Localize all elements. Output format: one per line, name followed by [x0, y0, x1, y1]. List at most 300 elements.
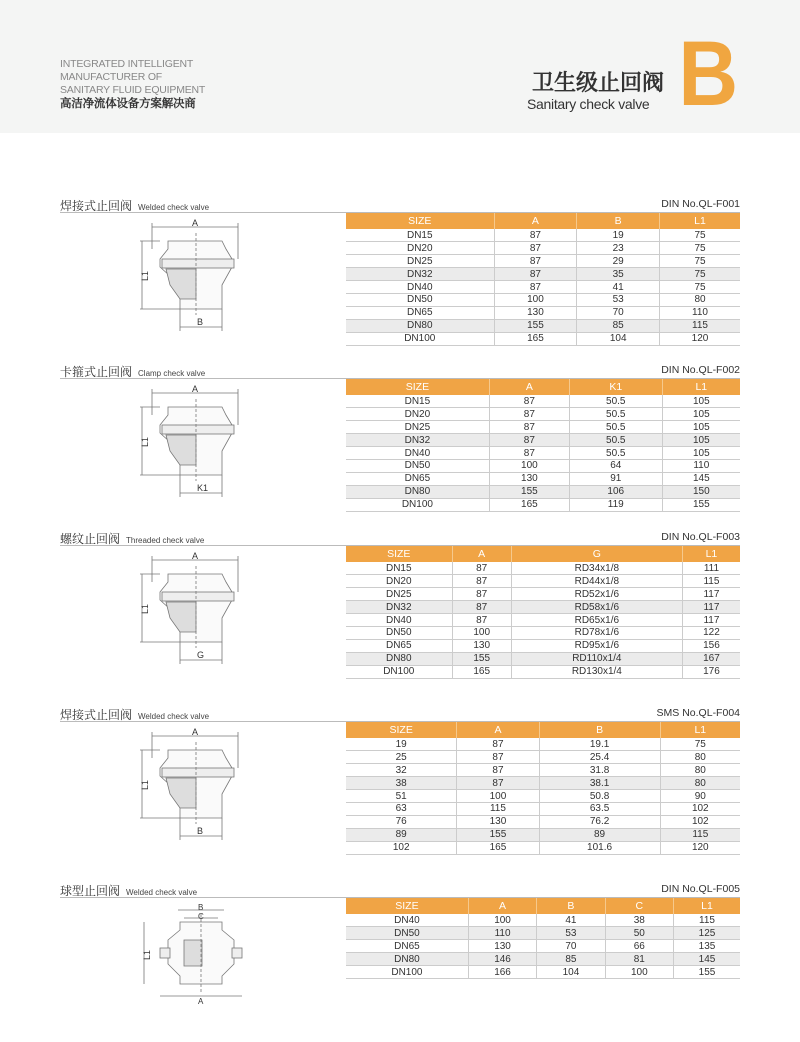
spec-table	[346, 379, 740, 512]
table-cell: DN32	[346, 434, 489, 447]
table-row	[346, 485, 740, 498]
table-cell: 100	[489, 459, 569, 472]
column-header: B	[537, 898, 605, 914]
table-cell: RD58x1/6	[511, 601, 682, 614]
table-row	[346, 639, 740, 652]
table-cell: 23	[577, 242, 660, 255]
table-cell: DN100	[346, 966, 468, 979]
table-header-row	[346, 213, 740, 229]
table-cell: 38	[605, 914, 673, 927]
table-cell: DN32	[346, 601, 452, 614]
table-cell: 150	[662, 485, 740, 498]
table-row	[346, 652, 740, 665]
table-cell: 87	[494, 229, 577, 242]
table-cell: 135	[674, 940, 740, 953]
table-cell: 66	[605, 940, 673, 953]
table-cell: 63.5	[539, 802, 660, 815]
table-cell: 100	[468, 914, 536, 927]
table-cell: 50.5	[569, 447, 662, 460]
dim-label: A	[192, 552, 199, 561]
column-header: SIZE	[346, 379, 489, 395]
column-header: L1	[662, 379, 740, 395]
table-cell: 167	[682, 652, 740, 665]
spec-table	[346, 213, 740, 346]
table-cell: 110	[468, 927, 536, 940]
table-cell: 130	[494, 306, 577, 319]
table-cell: 38	[346, 777, 457, 790]
table-cell: 89	[346, 828, 457, 841]
dim-label: A	[192, 728, 199, 737]
table-row	[346, 498, 740, 511]
table-cell: DN100	[346, 498, 489, 511]
table-cell: DN65	[346, 306, 494, 319]
table-cell: DN15	[346, 395, 489, 408]
dim-label: B	[198, 904, 204, 912]
table-row	[346, 459, 740, 472]
dim-label: B	[197, 317, 204, 327]
table-cell: 119	[569, 498, 662, 511]
table-cell: RD130x1/4	[511, 665, 682, 678]
table-row	[346, 421, 740, 434]
table-header-row	[346, 379, 740, 395]
table-row	[346, 242, 740, 255]
table-cell: DN50	[346, 293, 494, 306]
table-row	[346, 966, 740, 979]
column-header: SIZE	[346, 898, 468, 914]
table-cell: 41	[537, 914, 605, 927]
table-row	[346, 738, 740, 751]
table-cell: 19	[577, 229, 660, 242]
table-row	[346, 802, 740, 815]
table-cell: DN25	[346, 588, 452, 601]
table-cell: 165	[457, 841, 539, 854]
table-row	[346, 614, 740, 627]
table-cell: DN20	[346, 575, 452, 588]
table-cell: 80	[660, 293, 740, 306]
table-header-row	[346, 546, 740, 562]
section-title-en: Welded check valve	[138, 712, 210, 721]
table-cell: 102	[660, 802, 740, 815]
brand-line: SANITARY FLUID EQUIPMENT	[60, 84, 206, 96]
table-cell: 100	[605, 966, 673, 979]
table-cell: 120	[660, 332, 740, 345]
column-header: L1	[660, 213, 740, 229]
table-cell: DN80	[346, 953, 468, 966]
page-title-en: Sanitary check valve	[527, 96, 650, 112]
product-section	[60, 197, 740, 357]
table-cell: 50.5	[569, 421, 662, 434]
table-cell: 101.6	[539, 841, 660, 854]
table-row	[346, 575, 740, 588]
table-cell: 117	[682, 588, 740, 601]
dim-label: A	[198, 997, 204, 1006]
table-cell: 70	[577, 306, 660, 319]
table-cell: 70	[537, 940, 605, 953]
table-row	[346, 447, 740, 460]
dim-label: A	[192, 219, 199, 228]
table-row	[346, 601, 740, 614]
table-cell: 51	[346, 790, 457, 803]
section-header	[60, 530, 740, 546]
table-cell: 80	[660, 777, 740, 790]
table-cell: 50.5	[569, 395, 662, 408]
table-cell: RD65x1/6	[511, 614, 682, 627]
dim-label: B	[197, 826, 204, 836]
table-cell: 115	[660, 828, 740, 841]
brand-line: INTEGRATED INTELLIGENT	[60, 58, 194, 70]
brand-cn: 高洁净流体设备方案解决商	[60, 98, 196, 110]
table-cell: 117	[682, 601, 740, 614]
table-cell: 75	[660, 738, 740, 751]
table-cell: DN25	[346, 421, 489, 434]
table-cell: DN15	[346, 229, 494, 242]
table-cell: 130	[452, 639, 511, 652]
table-row	[346, 332, 740, 345]
table-cell: 35	[577, 268, 660, 281]
table-cell: DN50	[346, 626, 452, 639]
table-cell: 50	[605, 927, 673, 940]
section-header	[60, 882, 740, 898]
table-row	[346, 434, 740, 447]
column-header: SIZE	[346, 213, 494, 229]
table-cell: 87	[494, 242, 577, 255]
section-header	[60, 706, 740, 722]
section-title-cn: 球型止回阀	[60, 884, 121, 898]
brand-line: MANUFACTURER OF	[60, 71, 163, 83]
table-cell: 105	[662, 408, 740, 421]
model-code: DIN No.QL-F005	[661, 883, 740, 895]
column-header: A	[468, 898, 536, 914]
section-title	[60, 197, 209, 214]
table-row	[346, 626, 740, 639]
section-title-cn: 焊接式止回阀	[60, 199, 133, 213]
table-cell: 122	[682, 626, 740, 639]
table-cell: 75	[660, 281, 740, 294]
table-cell: DN80	[346, 319, 494, 332]
table-cell: 130	[489, 472, 569, 485]
model-code: SMS No.QL-F004	[656, 707, 740, 719]
table-row	[346, 229, 740, 242]
table-row	[346, 293, 740, 306]
table-cell: 75	[660, 268, 740, 281]
table-cell: 155	[457, 828, 539, 841]
table-cell: DN50	[346, 927, 468, 940]
table-cell: 87	[489, 395, 569, 408]
table-cell: 115	[674, 914, 740, 927]
table-cell: 105	[662, 447, 740, 460]
table-cell: 104	[537, 966, 605, 979]
section-title-cn: 焊接式止回阀	[60, 708, 133, 722]
table-cell: DN100	[346, 665, 452, 678]
table-cell: RD95x1/6	[511, 639, 682, 652]
table-cell: 87	[489, 408, 569, 421]
spec-table	[346, 898, 740, 979]
table-row	[346, 914, 740, 927]
table-cell: 25	[346, 751, 457, 764]
model-code: DIN No.QL-F003	[661, 531, 740, 543]
table-row	[346, 841, 740, 854]
table-cell: 87	[457, 764, 539, 777]
valve-drawing	[140, 219, 250, 344]
section-header	[60, 197, 740, 213]
table-cell: 53	[577, 293, 660, 306]
table-cell: 145	[674, 953, 740, 966]
table-cell: DN32	[346, 268, 494, 281]
model-code: DIN No.QL-F002	[661, 364, 740, 376]
dim-label: L1	[140, 603, 150, 614]
table-cell: 29	[577, 255, 660, 268]
column-header: L1	[660, 722, 740, 738]
table-cell: 165	[489, 498, 569, 511]
table-cell: RD110x1/4	[511, 652, 682, 665]
table-cell: 50.5	[569, 434, 662, 447]
table-cell: DN65	[346, 940, 468, 953]
table-cell: 115	[457, 802, 539, 815]
table-row	[346, 395, 740, 408]
table-cell: 165	[494, 332, 577, 345]
table-cell: RD34x1/8	[511, 562, 682, 575]
column-header: SIZE	[346, 722, 457, 738]
column-header: K1	[569, 379, 662, 395]
category-letter: B	[678, 23, 739, 125]
table-row	[346, 751, 740, 764]
table-cell: 100	[457, 790, 539, 803]
section-title-en: Clamp check valve	[138, 369, 206, 378]
table-cell: 87	[452, 562, 511, 575]
table-cell: DN40	[346, 447, 489, 460]
table-cell: 19	[346, 738, 457, 751]
table-cell: 102	[660, 815, 740, 828]
table-cell: 81	[605, 953, 673, 966]
table-cell: DN65	[346, 639, 452, 652]
table-cell: 111	[682, 562, 740, 575]
table-cell: 130	[457, 815, 539, 828]
table-row	[346, 319, 740, 332]
table-cell: 105	[662, 421, 740, 434]
table-cell: DN65	[346, 472, 489, 485]
section-title	[60, 882, 197, 899]
table-cell: 87	[452, 575, 511, 588]
table-row	[346, 255, 740, 268]
table-cell: RD78x1/6	[511, 626, 682, 639]
product-section	[60, 363, 740, 523]
header-band	[0, 0, 800, 133]
table-cell: DN100	[346, 332, 494, 345]
table-cell: 85	[577, 319, 660, 332]
table-row	[346, 815, 740, 828]
dim-label: A	[192, 385, 199, 394]
product-section	[60, 706, 740, 866]
table-row	[346, 472, 740, 485]
table-cell: 85	[537, 953, 605, 966]
table-cell: DN50	[346, 459, 489, 472]
table-cell: 87	[457, 751, 539, 764]
table-cell: 117	[682, 614, 740, 627]
table-cell: 155	[494, 319, 577, 332]
table-row	[346, 281, 740, 294]
column-header: G	[511, 546, 682, 562]
table-cell: 105	[662, 395, 740, 408]
table-cell: 130	[468, 940, 536, 953]
table-row	[346, 777, 740, 790]
column-header: A	[494, 213, 577, 229]
table-cell: 91	[569, 472, 662, 485]
table-cell: DN40	[346, 914, 468, 927]
table-cell: DN20	[346, 408, 489, 421]
table-cell: 19.1	[539, 738, 660, 751]
section-title-en: Welded check valve	[126, 888, 198, 897]
table-cell: DN20	[346, 242, 494, 255]
table-cell: 146	[468, 953, 536, 966]
dim-label: L1	[140, 270, 150, 281]
table-cell: 115	[682, 575, 740, 588]
table-cell: 120	[660, 841, 740, 854]
table-cell: 156	[682, 639, 740, 652]
column-header: A	[452, 546, 511, 562]
table-cell: 155	[674, 966, 740, 979]
dim-label: L1	[140, 436, 150, 447]
table-row	[346, 562, 740, 575]
dim-label: L1	[140, 779, 150, 790]
dim-label: G	[197, 650, 205, 660]
table-header-row	[346, 722, 740, 738]
table-cell: 155	[452, 652, 511, 665]
table-cell: 80	[660, 764, 740, 777]
table-cell: DN25	[346, 255, 494, 268]
table-cell: 110	[660, 306, 740, 319]
table-cell: 32	[346, 764, 457, 777]
dim-label: L1	[142, 949, 152, 960]
model-code: DIN No.QL-F001	[661, 198, 740, 210]
table-header-row	[346, 898, 740, 914]
section-title	[60, 530, 204, 547]
brand-block	[60, 58, 205, 111]
table-cell: 155	[662, 498, 740, 511]
table-cell: 102	[346, 841, 457, 854]
table-cell: 90	[660, 790, 740, 803]
table-row	[346, 828, 740, 841]
column-header: SIZE	[346, 546, 452, 562]
product-section	[60, 882, 740, 1042]
table-cell: DN40	[346, 614, 452, 627]
table-cell: 38.1	[539, 777, 660, 790]
table-row	[346, 665, 740, 678]
table-cell: 89	[539, 828, 660, 841]
table-row	[346, 940, 740, 953]
table-cell: 87	[489, 447, 569, 460]
table-cell: 145	[662, 472, 740, 485]
section-title-cn: 螺纹止回阀	[60, 532, 121, 546]
table-cell: 80	[660, 751, 740, 764]
table-cell: RD52x1/6	[511, 588, 682, 601]
column-header: A	[489, 379, 569, 395]
table-cell: 87	[489, 434, 569, 447]
table-row	[346, 927, 740, 940]
table-row	[346, 268, 740, 281]
table-row	[346, 790, 740, 803]
table-row	[346, 764, 740, 777]
table-cell: 25.4	[539, 751, 660, 764]
valve-drawing	[140, 385, 250, 510]
table-row	[346, 953, 740, 966]
table-cell: 104	[577, 332, 660, 345]
table-cell: DN40	[346, 281, 494, 294]
section-header	[60, 363, 740, 379]
table-cell: 87	[494, 255, 577, 268]
table-cell: 50.8	[539, 790, 660, 803]
table-cell: 176	[682, 665, 740, 678]
table-cell: 87	[494, 268, 577, 281]
table-row	[346, 306, 740, 319]
valve-drawing	[140, 728, 250, 853]
table-cell: 63	[346, 802, 457, 815]
section-title-cn: 卡箍式止回阀	[60, 365, 133, 379]
column-header: C	[605, 898, 673, 914]
page-title-cn: 卫生级止回阀	[532, 71, 665, 96]
table-cell: 166	[468, 966, 536, 979]
table-cell: RD44x1/8	[511, 575, 682, 588]
table-cell: DN15	[346, 562, 452, 575]
table-row	[346, 408, 740, 421]
valve-drawing	[140, 904, 250, 1009]
table-cell: 87	[452, 588, 511, 601]
column-header: B	[539, 722, 660, 738]
table-cell: 76.2	[539, 815, 660, 828]
spec-table	[346, 546, 740, 679]
table-cell: 165	[452, 665, 511, 678]
table-cell: 125	[674, 927, 740, 940]
table-cell: 100	[494, 293, 577, 306]
product-section	[60, 530, 740, 690]
table-cell: 75	[660, 242, 740, 255]
table-cell: 110	[662, 459, 740, 472]
table-cell: 41	[577, 281, 660, 294]
table-cell: 50.5	[569, 408, 662, 421]
column-header: A	[457, 722, 539, 738]
dim-label: C	[198, 912, 204, 921]
table-cell: 87	[452, 614, 511, 627]
column-header: B	[577, 213, 660, 229]
table-cell: 76	[346, 815, 457, 828]
table-cell: 75	[660, 255, 740, 268]
section-title-en: Threaded check valve	[126, 536, 205, 545]
column-header: L1	[674, 898, 740, 914]
section-title-en: Welded check valve	[138, 203, 210, 212]
table-cell: 64	[569, 459, 662, 472]
spec-table	[346, 722, 740, 855]
table-cell: 87	[452, 601, 511, 614]
table-cell: 115	[660, 319, 740, 332]
section-title	[60, 363, 205, 380]
table-cell: 53	[537, 927, 605, 940]
table-cell: 106	[569, 485, 662, 498]
valve-drawing	[140, 552, 250, 677]
table-row	[346, 588, 740, 601]
table-cell: 100	[452, 626, 511, 639]
table-cell: 31.8	[539, 764, 660, 777]
table-cell: 75	[660, 229, 740, 242]
table-cell: 87	[457, 777, 539, 790]
table-cell: 155	[489, 485, 569, 498]
table-cell: 87	[489, 421, 569, 434]
table-cell: DN80	[346, 652, 452, 665]
table-cell: 105	[662, 434, 740, 447]
table-cell: DN80	[346, 485, 489, 498]
column-header: L1	[682, 546, 740, 562]
dim-label: K1	[197, 483, 209, 493]
table-cell: 87	[494, 281, 577, 294]
section-title	[60, 706, 209, 723]
